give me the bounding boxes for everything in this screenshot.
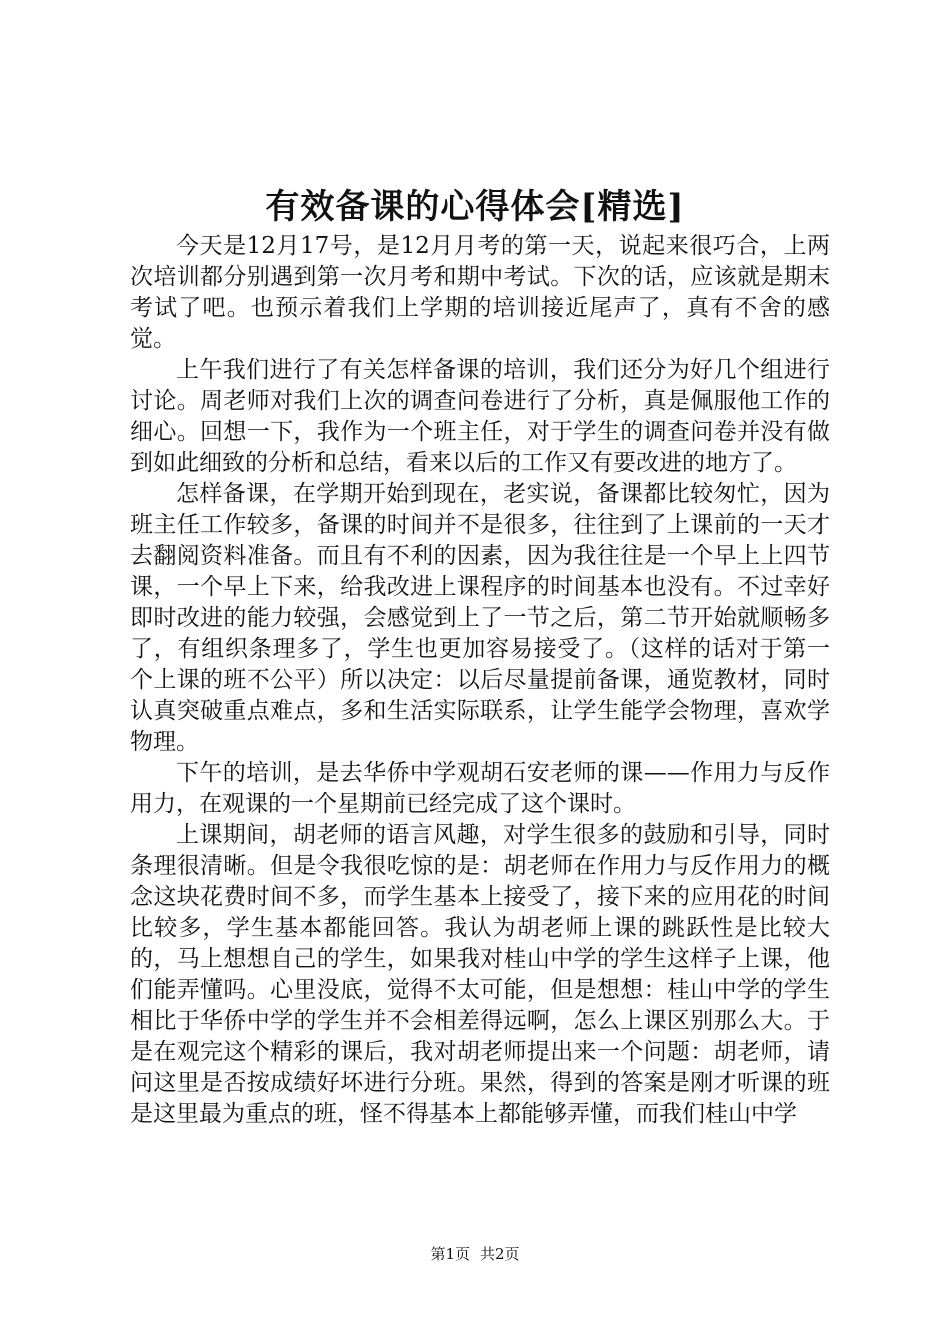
paragraph: 上午我们进行了有关怎样备课的培训，我们还分为好几个组进行讨论。周老师对我们上次的调查问卷进行了分析，真是佩服他工作的细心。回想一下，我作为一个班主任，对于学生的调查问卷并没有做到如此细致的分析和总结，看来以后的工作又有要改进的地方了。 xyxy=(130,357,830,476)
document-title: 有效备课的心得体会[精选] xyxy=(265,187,685,227)
paragraph: 怎样备课，在学期开始到现在，老实说，备课都比较匆忙，因为班主任工作较多，备课的时间并不是很多，往往到了上课前的一天才去翻阅资料准备。而且有不利的因素，因为我往往是一个早上上四节课，一个早上下来，给我改进上课程序的时间基本也没有。不过幸好即时改进的能力较强，会感觉到上了一节之后，第二节开始就顺畅多了，有组织条理多了，学生也更加容易接受了。（这样的话对于第一个上课的班不公平）所以决定：以后尽量提前备课，通览教材，同时认真突破重点难点，多和生活实际联系，让学生能学会物理，喜欢学物理。 xyxy=(130,481,830,755)
paragraph: 上课期间，胡老师的语言风趣，对学生很多的鼓励和引导，同时条理很清晰。但是令我很吃惊的是：胡老师在作用力与反作用力的概念这块花费时间不多，而学生基本上接受了，接下来的应用花的时间比较多，学生基本都能回答。我认为胡老师上课的跳跃性是比较大的，马上想想自己的学生，如果我对桂山中学的学生这样子上课，他们能弄懂吗。心里没底，觉得不太可能，但是想想：桂山中学的学生相比于华侨中学的学生并不会相差得远啊，怎么上课区别那么大。于是在观完这个精彩的课后，我对胡老师提出来一个问题：胡老师，请问这里是否按成绩好坏进行分班。果然，得到的答案是刚才听课的班是这里最为重点的班，怪不得基本上都能够弄懂，而我们桂山中学 xyxy=(130,822,830,1127)
page-footer xyxy=(0,1244,950,1264)
page-total: 共2页 xyxy=(480,1245,520,1263)
paragraph: 今天是12月17号，是12月月考的第一天，说起来很巧合，上两次培训都分别遇到第一次月考和期中考试。下次的话，应该就是期末考试了吧。也预示着我们上学期的培训接近尾声了，真有不舍的感觉。 xyxy=(130,233,830,352)
page-number: 第1页 xyxy=(430,1245,470,1263)
paragraph: 下午的培训，是去华侨中学观胡石安老师的课——作用力与反作用力，在观课的一个星期前已经完成了这个课时。 xyxy=(130,760,830,817)
document-body xyxy=(130,231,830,1130)
